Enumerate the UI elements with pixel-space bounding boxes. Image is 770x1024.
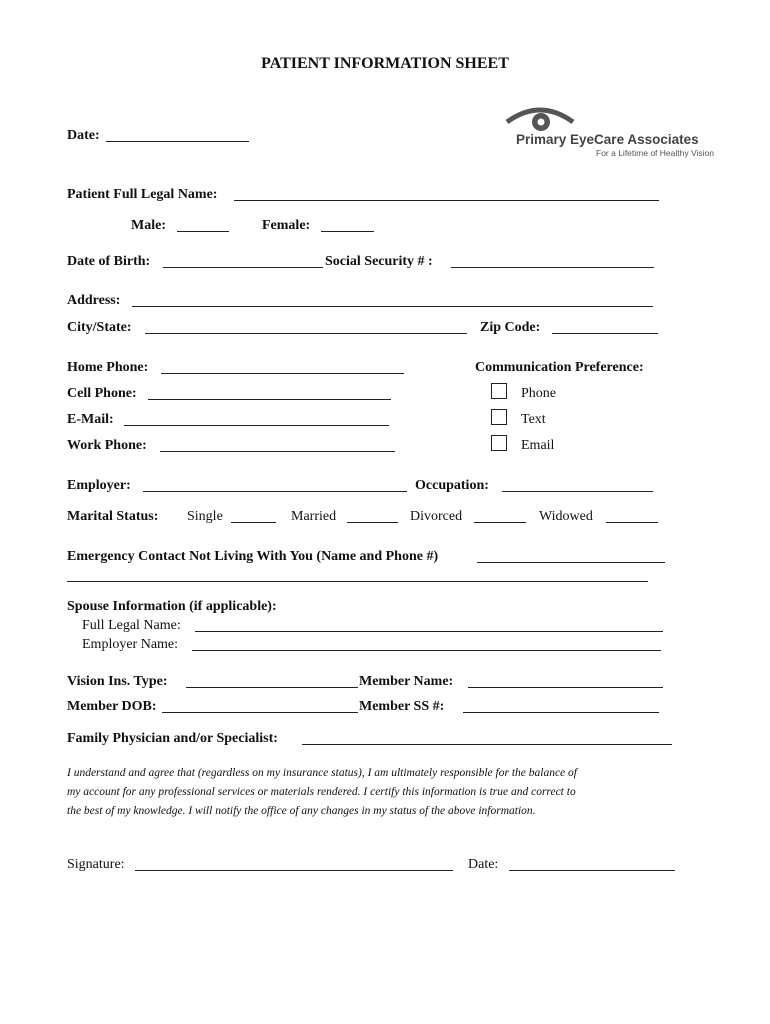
work-phone-field[interactable] — [160, 451, 395, 452]
divorced-field[interactable] — [474, 522, 526, 523]
text-checkbox[interactable] — [491, 409, 507, 425]
patient-name-label: Patient Full Legal Name: — [67, 187, 218, 202]
married-field[interactable] — [347, 522, 398, 523]
logo-name: Primary EyeCare Associates — [516, 132, 699, 147]
cell-phone-field[interactable] — [148, 399, 391, 400]
member-ss-field[interactable] — [463, 712, 659, 713]
widowed-field[interactable] — [606, 522, 658, 523]
employer-field[interactable] — [143, 491, 407, 492]
communication-label: Communication Preference: — [475, 360, 644, 375]
address-label: Address: — [67, 293, 121, 308]
spouse-employer-label: Employer Name: — [82, 637, 179, 652]
logo-tagline: For a Lifetime of Healthy Vision — [596, 148, 714, 158]
emergency-contact-field-2[interactable] — [67, 581, 648, 582]
email-label: E-Mail: — [67, 412, 114, 427]
city-state-label: City/State: — [67, 320, 132, 335]
member-name-field[interactable] — [468, 687, 663, 688]
spouse-name-field[interactable] — [195, 631, 663, 632]
emergency-contact-field[interactable] — [477, 562, 665, 563]
zip-label: Zip Code: — [480, 320, 541, 335]
dob-field[interactable] — [163, 267, 323, 268]
disclaimer-line-3: the best of my knowledge. I will notify the office of any changes in my status of the above information. — [67, 805, 536, 817]
divorced-label: Divorced — [410, 509, 463, 524]
male-label: Male: — [131, 218, 166, 233]
occupation-label: Occupation: — [415, 478, 489, 493]
vision-ins-field[interactable] — [186, 687, 358, 688]
ssn-label: Social Security # : — [325, 254, 433, 269]
widowed-label: Widowed — [539, 509, 593, 524]
signature-date-label: Date: — [468, 857, 499, 872]
eye-icon — [505, 104, 575, 134]
female-label: Female: — [262, 218, 311, 233]
physician-field[interactable] — [302, 744, 672, 745]
spouse-employer-field[interactable] — [192, 650, 661, 651]
member-dob-field[interactable] — [162, 712, 358, 713]
female-field[interactable] — [321, 231, 374, 232]
signature-date-field[interactable] — [509, 870, 675, 871]
phone-option-label: Phone — [521, 386, 556, 401]
date-field[interactable] — [106, 141, 249, 142]
home-phone-label: Home Phone: — [67, 360, 149, 375]
single-field[interactable] — [231, 522, 276, 523]
page-title: PATIENT INFORMATION SHEET — [261, 55, 509, 72]
emergency-contact-label: Emergency Contact Not Living With You (Name and Phone #) — [67, 549, 439, 564]
cell-phone-label: Cell Phone: — [67, 386, 137, 401]
spouse-info-heading: Spouse Information (if applicable): — [67, 599, 277, 614]
physician-label: Family Physician and/or Specialist: — [67, 731, 278, 746]
married-label: Married — [291, 509, 337, 524]
zip-field[interactable] — [552, 333, 658, 334]
employer-label: Employer: — [67, 478, 131, 493]
dob-label: Date of Birth: — [67, 254, 151, 269]
vision-ins-label: Vision Ins. Type: — [67, 674, 168, 689]
work-phone-label: Work Phone: — [67, 438, 147, 453]
member-name-label: Member Name: — [359, 674, 454, 689]
signature-field[interactable] — [135, 870, 453, 871]
email-field[interactable] — [124, 425, 389, 426]
spouse-name-label: Full Legal Name: — [82, 618, 181, 633]
disclaimer-line-1: I understand and agree that (regardless on my insurance status), I am ultimately responsible for the balance of — [67, 767, 577, 779]
phone-checkbox[interactable] — [491, 383, 507, 399]
ssn-field[interactable] — [451, 267, 654, 268]
email-checkbox[interactable] — [491, 435, 507, 451]
single-label: Single — [187, 509, 223, 524]
member-ss-label: Member SS #: — [359, 699, 445, 714]
home-phone-field[interactable] — [161, 373, 404, 374]
patient-name-field[interactable] — [234, 200, 659, 201]
occupation-field[interactable] — [502, 491, 653, 492]
text-option-label: Text — [521, 412, 546, 427]
disclaimer-line-2: my account for any professional services or materials rendered. I certify this information is true and correct to — [67, 786, 576, 798]
city-state-field[interactable] — [145, 333, 467, 334]
signature-label: Signature: — [67, 857, 125, 872]
male-field[interactable] — [177, 231, 229, 232]
member-dob-label: Member DOB: — [67, 699, 157, 714]
address-field[interactable] — [132, 306, 653, 307]
date-label: Date: — [67, 128, 100, 143]
marital-status-label: Marital Status: — [67, 509, 159, 524]
email-option-label: Email — [521, 438, 555, 453]
